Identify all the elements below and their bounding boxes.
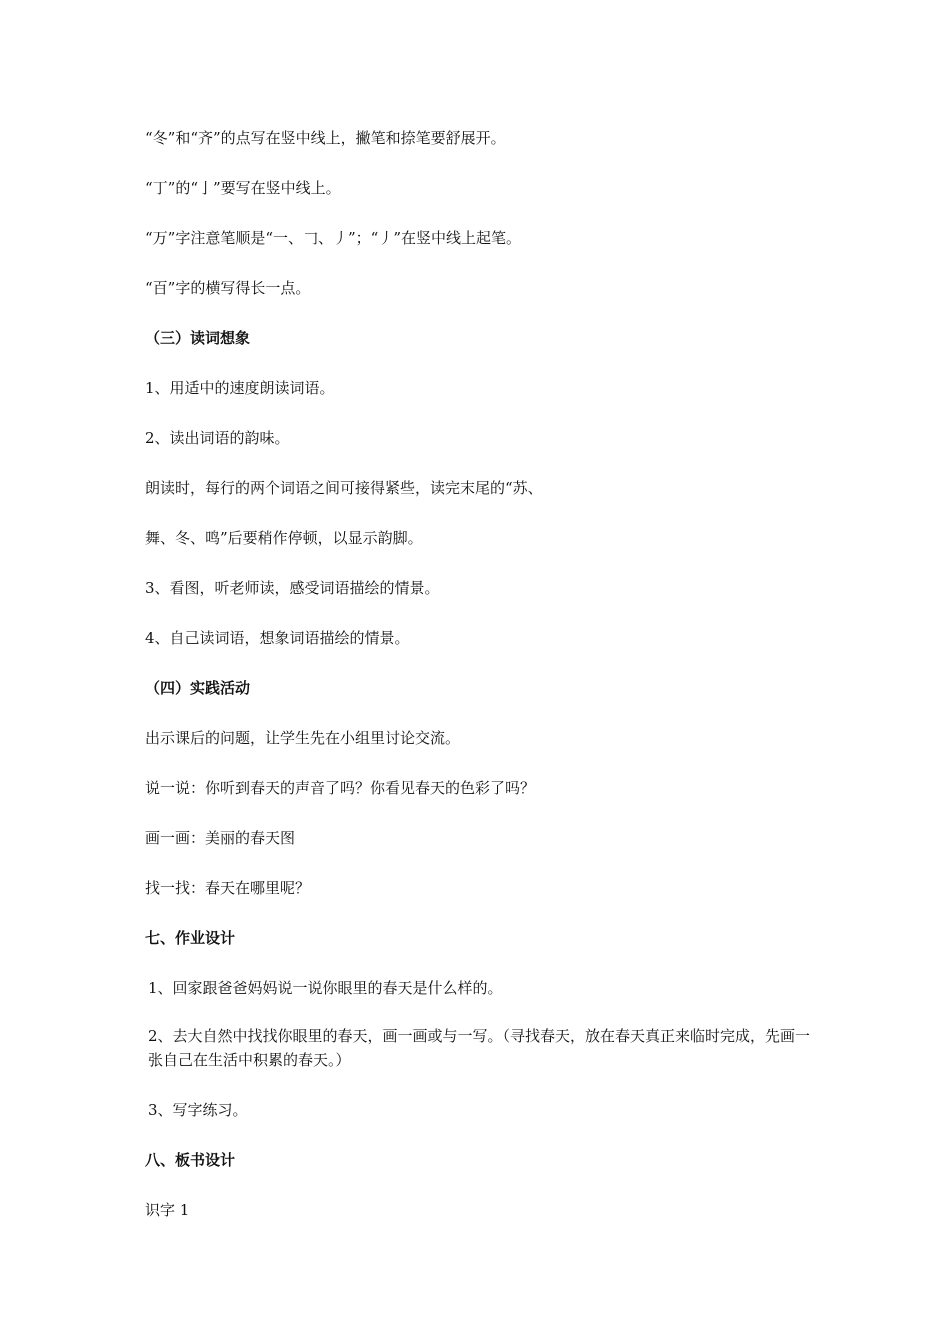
homework-item-1: 1、回家跟爸爸妈妈说一说你眼里的春天是什么样的。 [148,979,503,997]
paragraph-find-it: 找一找：春天在哪里呢？ [145,879,311,897]
paragraph-draw-it: 画一画：美丽的春天图 [145,829,296,847]
paragraph-dot-stroke-rule: “冬”和“齐”的点写在竖中线上，撇笔和捺笔要舒展开。 [145,129,506,147]
section-heading-practice: （四）实践活动 [145,679,251,697]
homework-item-2: 2、去大自然中找找你眼里的春天，画一画或与一写。（寻找春天，放在春天真正来临时完成，先画一张自己在生活中积累的春天。） [148,1027,811,1069]
paragraph-group-discussion: 出示课后的问题，让学生先在小组里讨论交流。 [145,729,461,747]
board-design-title: 识字 1 [145,1201,190,1219]
paragraph-say-it: 说一说：你听到春天的声音了吗？你看见春天的色彩了吗？ [145,779,536,797]
list-item-read-rhyme: 2、读出词语的韵味。 [145,429,290,447]
list-item-listen-teacher: 3、看图，听老师读，感受词语描绘的情景。 [145,579,440,597]
section-heading-board-design: 八、板书设计 [145,1151,236,1169]
section-heading-read-imagine: （三）读词想象 [145,329,251,347]
paragraph-reading-tip-line2: 舞、冬、鸣”后要稍作停顿，以显示韵脚。 [145,529,423,547]
paragraph-reading-tip-line1: 朗读时，每行的两个词语之间可接得紧些，读完末尾的“苏、 [145,479,543,497]
list-item-read-speed: 1、用适中的速度朗读词语。 [145,379,335,397]
homework-item-3: 3、写字练习。 [148,1101,248,1119]
paragraph-ding-rule: “丁”的“亅”要写在竖中线上。 [145,179,341,197]
section-heading-homework: 七、作业设计 [145,929,236,947]
paragraph-wan-stroke-order: “万”字注意笔顺是“一、𠃌、丿”；“丿”在竖中线上起笔。 [145,229,522,247]
list-item-self-read: 4、自己读词语，想象词语描绘的情景。 [145,629,410,647]
paragraph-bai-rule: “百”字的横写得长一点。 [145,279,311,297]
